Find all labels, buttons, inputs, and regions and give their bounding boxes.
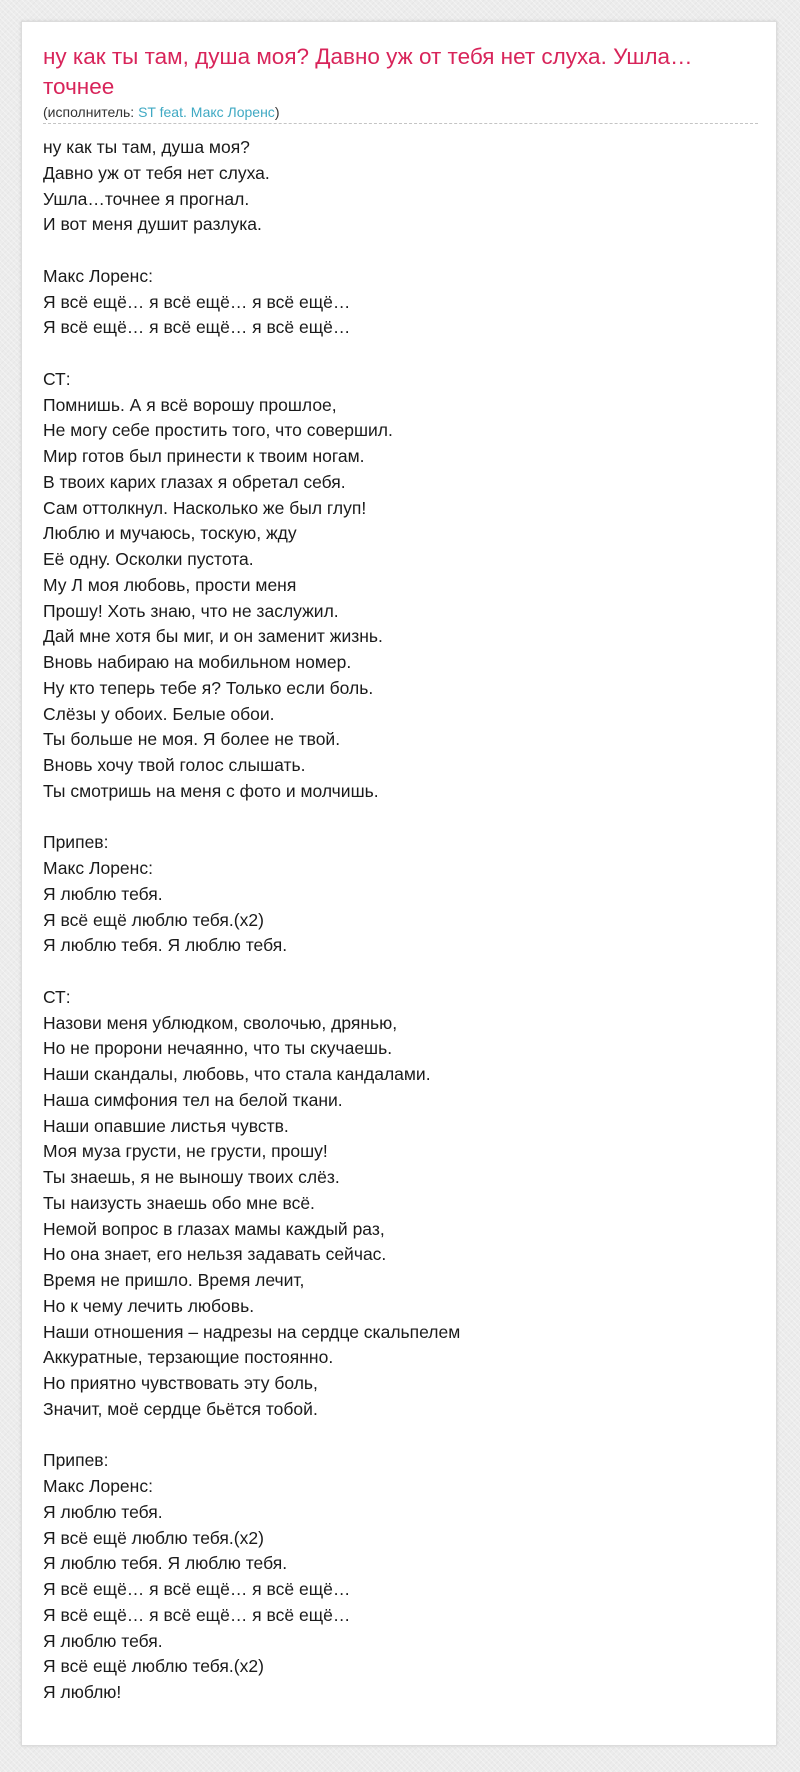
song-title: ну как ты там, душа моя? Давно уж от тебя нет слуха. Ушла… точнее — [43, 44, 693, 99]
byline — [43, 103, 279, 121]
lyrics-card — [21, 21, 777, 1746]
artist-link[interactable]: ST feat. Макс Лоренс — [138, 104, 275, 120]
title-divider — [43, 123, 758, 124]
lyrics-text: ну как ты там, душа моя? Давно уж от тебя нет слуха. Ушла…точнее я прогнал. И вот меня душит разлука. Макс Лоренс: Я всё ещё… я всё ещё… я всё ещё… Я всё ещё… я всё ещё… я всё ещё… СТ: Помнишь. А я всё ворошу прошлое, Не могу себе простить того, что совершил. Мир готов был принести к твоим ногам. В твоих карих глазах я обретал себя. Сам оттолкнул. Насколько же был глуп! Люблю и мучаюсь, тоскую, жду Её одну. Осколки пустота. Му Л моя любовь, прости меня Прошу! Хоть знаю, что не заслужил. Дай мне хотя бы миг, и он заменит жизнь. Вновь набираю на мобильном номер. Ну кто теперь тебе я? Только если боль. Слёзы у обоих. Белые обои. Ты больше не моя. Я более не твой. Вновь хочу твой голос слышать. Ты смотришь на меня с фото и молчишь. Припев: Макс Лоренс: Я люблю тебя. Я всё ещё люблю тебя.(x2) Я люблю тебя. Я люблю тебя. СТ: Назови меня ублюдком, сволочью, дрянью, Но не пророни нечаянно, что ты скучаешь. Наши скандалы, любовь, что стала кандалами. Наша симфония тел на белой ткани. Наши опавшие листья чувств. Моя муза грусти, не грусти, прошу! Ты знаешь, я не выношу твоих слёз. Ты наизусть знаешь обо мне всё. Немой вопрос в глазах мамы каждый раз, Но она знает, его нельзя задавать сейчас. Время не пришло. Время лечит, Но к чему лечить любовь. Наши отношения – надрезы на сердце скальпелем Аккуратные, терзающие постоянно. Но приятно чувствовать эту боль, Значит, моё сердце бьётся тобой. Припев: Макс Лоренс: Я люблю тебя. Я всё ещё люблю тебя.(x2) Я люблю тебя. Я люблю тебя. Я всё ещё… я всё ещё… я всё ещё… Я всё ещё… я всё ещё… я всё ещё… Я люблю тебя. Я всё ещё люблю тебя.(x2) Я люблю! — [43, 137, 461, 1702]
byline-suffix: ) — [274, 104, 280, 120]
byline-prefix: (исполнитель: — [43, 104, 139, 120]
